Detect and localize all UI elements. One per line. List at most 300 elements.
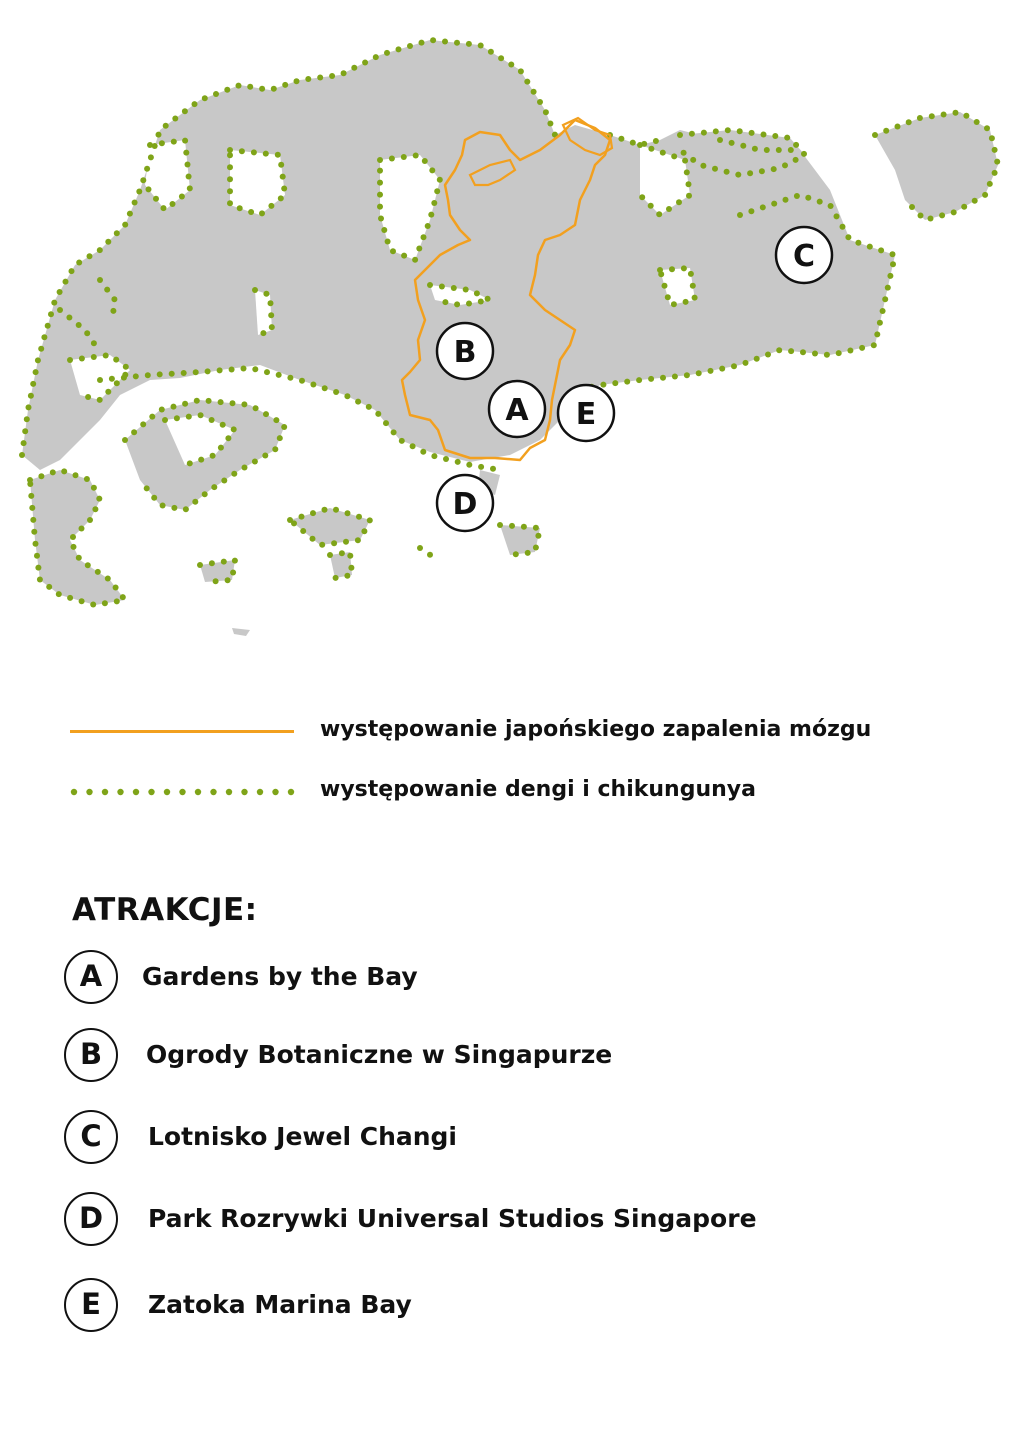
dengue-dot [319,542,325,548]
dengue-dot [729,140,735,146]
dengue-dot [253,405,259,411]
dengue-dot [880,308,886,314]
dengue-dot [375,411,381,417]
dengue-dot [639,194,645,200]
dengue-dot [906,119,912,125]
dengue-dot [859,345,865,351]
dengue-dot [343,539,349,545]
dengue-dot [231,471,237,477]
dengue-dot [282,82,288,88]
dengue-dot [247,84,253,90]
dengue-dot [179,194,185,200]
legend-dot [164,789,170,795]
dengue-dot [120,594,126,600]
dengue-dot [508,62,514,68]
attraction-name-d: Park Rozrywki Universal Studios Singapore [148,1204,757,1233]
dengue-dot [737,212,743,218]
dengue-dot [430,37,436,43]
dengue-dot [218,399,224,405]
dengue-dot [341,70,347,76]
dengue-dot [322,385,328,391]
dengue-dot [103,353,109,359]
dengue-dot [170,201,176,207]
dengue-dot [239,148,245,154]
dengue-dot [671,301,677,307]
dengue-dot [961,204,967,210]
dengue-dot [144,166,150,172]
dengue-dot [19,452,25,458]
dengue-dot [463,287,469,293]
dengue-dot [636,377,642,383]
dengue-dot [95,569,101,575]
dengue-dot [310,510,316,516]
dengue-dot [384,50,390,56]
dengue-dot [682,158,688,164]
dengue-dot [51,300,57,306]
dengue-dot [333,575,339,581]
dengue-dot [454,40,460,46]
dengue-dot [227,200,233,206]
dengue-dot [30,381,36,387]
dengue-dot [159,407,165,413]
dengue-dot [34,553,40,559]
dengue-dot [836,350,842,356]
dengue-dot [151,495,157,501]
map-marker-c-letter: C [792,239,816,274]
dengue-dot [455,459,461,465]
dengue-dot [187,460,193,466]
dengue-dot [268,203,274,209]
dengue-dot [263,411,269,417]
dengue-dot [331,540,337,546]
dengue-dot [454,301,460,307]
attraction-badge-e: E [64,1278,118,1332]
dengue-dot [437,177,443,183]
dengue-dot [407,43,413,49]
dengue-dot [291,520,297,526]
dengue-dot [771,201,777,207]
dengue-dot [474,290,480,296]
dengue-dot [90,602,96,608]
dengue-dot [612,380,618,386]
dengue-dot [305,76,311,82]
dengue-dot [373,54,379,60]
dengue-dot [648,146,654,152]
dengue-dot [547,121,553,127]
dengue-dot [877,320,883,326]
legend-dengue-dots-swatch [70,786,296,798]
dengue-dot [187,185,193,191]
dengue-dot [264,369,270,375]
dengue-dot [800,349,806,355]
dengue-dot [57,307,63,313]
legend-dot [86,789,92,795]
singapore-map [0,0,1024,660]
dengue-dot [183,150,189,156]
dengue-dot [696,370,702,376]
dengue-dot [202,491,208,497]
dengue-dot [251,149,257,155]
dengue-dot [171,404,177,410]
dengue-dot [76,555,82,561]
dengue-dot [299,378,305,384]
dengue-dot [248,209,254,215]
dengue-dot [783,197,789,203]
dengue-dot [275,152,281,158]
dengue-dot [987,181,993,187]
dengue-dot [928,216,934,222]
dengue-dot [280,174,286,180]
dengue-dot [163,123,169,129]
dengue-dot [434,188,440,194]
dengue-dot [600,382,606,388]
dengue-dot [209,417,215,423]
attraction-badge-b: B [64,1028,118,1082]
dengue-dot [427,282,433,288]
dengue-dot [329,73,335,79]
dengue-dot [713,128,719,134]
dengue-dot [700,163,706,169]
dengue-dot [237,205,243,211]
dengue-dot [834,213,840,219]
dengue-dot [963,113,969,119]
dengue-dot [183,506,189,512]
dengue-dot [122,222,128,228]
dengue-dot [355,399,361,405]
dengue-dot [45,323,51,329]
dengue-dot [466,41,472,47]
dengue-dot [26,404,32,410]
dengue-dot [221,478,227,484]
dengue-dot [162,417,168,423]
dengue-dot [390,248,396,254]
dengue-dot [953,110,959,116]
dengue-dot [221,559,227,565]
dengue-dot [182,138,188,144]
dengue-dot [97,397,103,403]
dengue-dot [412,257,418,263]
dengue-dot [48,311,54,317]
dengue-dot [672,374,678,380]
dengue-dot [885,285,891,291]
dengue-dot [252,459,258,465]
dengue-dot [637,142,643,148]
legend-je-label: występowanie japońskiego zapalenia mózgu [320,717,872,742]
dengue-dot [974,119,980,125]
dengue-dot [79,598,85,604]
dengue-dot [367,517,373,523]
dengue-dot [259,86,265,92]
dengue-dot [156,132,162,138]
dengue-dot [136,189,142,195]
dengue-dot [50,469,56,475]
dengue-dot [97,277,103,283]
dengue-dot [752,146,758,152]
dengue-dot [681,265,687,271]
dengue-dot [708,368,714,374]
dengue-dot [149,414,155,420]
dengue-dot [159,140,165,146]
dengue-dot [513,551,519,557]
attraction-name-e: Zatoka Marina Bay [148,1290,412,1319]
dengue-dot [56,591,62,597]
dengue-dot [197,562,203,568]
dengue-dot [110,308,116,314]
dengue-dot [97,377,103,383]
dengue-dot [294,78,300,84]
attraction-badge-a: A [64,950,118,1004]
dengue-dot [73,472,79,478]
dengue-dot [509,523,515,529]
dengue-dot [490,466,496,472]
dengue-dot [982,192,988,198]
dengue-dot [229,367,235,373]
dengue-dot [531,89,537,95]
dengue-dot [27,481,33,487]
dengue-dot [148,154,154,160]
dengue-dot [396,46,402,52]
dengue-dot [276,372,282,378]
dengue-dot [497,522,503,528]
attraction-badge-c: C [64,1110,118,1164]
dengue-dot [683,299,689,305]
dengue-dot [186,174,192,180]
dengue-dot [259,210,265,216]
dengue-dot [992,147,998,153]
dengue-dot [399,438,405,444]
dengue-dot [344,573,350,579]
attractions-title: ATRAKCJE: [72,892,258,928]
dengue-dot [21,440,27,446]
dengue-dot [104,287,110,293]
dengue-dot [46,584,52,590]
dengue-dot [385,239,391,245]
dengue-dot [533,525,539,531]
dengue-dot [669,266,675,272]
dengue-dot [824,352,830,358]
dengue-dot [362,60,368,66]
legend-dot [133,789,139,795]
dengue-dot [719,366,725,372]
dengue-dot [366,404,372,410]
dengue-dot [186,414,192,420]
dengue-dot [348,565,354,571]
dengue-dot [76,260,82,266]
dengue-dot [131,429,137,435]
dengue-dot [242,465,248,471]
dengue-dot [429,167,435,173]
dengue-dot [356,514,362,520]
dengue-dot [488,49,494,55]
dengue-dot [653,138,659,144]
dengue-dot [317,75,323,81]
dengue-dot [63,279,69,285]
dengue-dot [989,135,995,141]
dengue-dot [157,371,163,377]
legend-dot [195,789,201,795]
dengue-dot [262,453,268,459]
dengue-dot [61,468,67,474]
dengue-dot [378,216,384,222]
legend-dot [226,789,232,795]
dengue-dot [771,166,777,172]
dengue-dot [85,562,91,568]
dengue-dot [442,39,448,45]
legend-dot [179,789,185,795]
dengue-dot [485,296,491,302]
legend-dot [210,789,216,795]
dengue-dot [984,125,990,131]
dengue-dot [153,196,159,202]
dengue-dot [114,230,120,236]
dengue-dot [749,130,755,136]
dengue-dot [401,154,407,160]
dengue-dot [79,526,85,532]
attraction-name-b: Ogrody Botaniczne w Singapurze [146,1040,613,1069]
dengue-dot [109,376,115,382]
dengue-dot [224,87,230,93]
dengue-dot [160,503,166,509]
dengue-dot [225,577,231,583]
dengue-dot [230,570,236,576]
attraction-badge-d: D [64,1192,118,1246]
dengue-dot [105,239,111,245]
dengue-dot [747,170,753,176]
dengue-dot [537,99,543,105]
south-islet-6-land [232,628,250,636]
dengue-dot [890,251,896,257]
dengue-dot [132,200,138,206]
dengue-dot [684,372,690,378]
dengue-dot [30,517,36,523]
dengue-dot [113,585,119,591]
dengue-dot [878,247,884,253]
dengue-dot [271,86,277,92]
dengue-dot [281,424,287,430]
dengue-dot [442,299,448,305]
map-marker-e [558,385,614,441]
dengue-dot [630,140,636,146]
dengue-dot [87,253,93,259]
map-marker-c [776,227,832,283]
dengue-dot [114,598,120,604]
dengue-dot [281,186,287,192]
dengue-dot [443,456,449,462]
dengue-dot [425,223,431,229]
dengue-dot [377,157,383,163]
dengue-dot [817,199,823,205]
dengue-dot [917,115,923,121]
dengue-dot [268,312,274,318]
dengue-dot [689,131,695,137]
dengue-dot [113,357,119,363]
dengue-dot [929,113,935,119]
dengue-dot [690,157,696,163]
dengue-dot [793,142,799,148]
dengue-dot [413,153,419,159]
dengue-dot [391,429,397,435]
dengue-dot [416,246,422,252]
dengue-dot [172,116,178,122]
dengue-dot [951,209,957,215]
legend-je-line-swatch [70,730,294,733]
dengue-dot [840,224,846,230]
dengue-dot [38,346,44,352]
dengue-dot [754,356,760,362]
dengue-dot [895,124,901,130]
dengue-dot [220,422,226,428]
dengue-dot [84,330,90,336]
dengue-dot [147,142,153,148]
dengue-dot [91,485,97,491]
dengue-dot [171,505,177,511]
dengue-dot [123,364,129,370]
dengue-dot [333,507,339,513]
dengue-dot [383,420,389,426]
dengue-dot [776,147,782,153]
dengue-dot [660,375,666,381]
dengue-dot [677,132,683,138]
dengue-dot [994,159,1000,165]
dengue-dot [681,150,687,156]
tekong-island-land [875,112,998,220]
dengue-dot [231,426,237,432]
dengue-dot [377,192,383,198]
dengue-dot [144,485,150,491]
dengue-dot [76,322,82,328]
dengue-dot [351,65,357,71]
dengue-dot [676,199,682,205]
dengue-dot [740,143,746,149]
dengue-dot [801,151,807,157]
dengue-dot [344,393,350,399]
legend-dot [288,789,294,795]
dengue-dot [278,162,284,168]
dengue-dot [232,558,238,564]
dengue-dot [478,43,484,49]
legend-dot [148,789,154,795]
dengue-dot [202,95,208,101]
dengue-dot [389,156,395,162]
dengue-dot [692,295,698,301]
dengue-dot [211,484,217,490]
dengue-dot [105,389,111,395]
dengue-dot [300,528,306,534]
dengue-dot [784,135,790,141]
dengue-dot [431,200,437,206]
dengue-dot [206,398,212,404]
dengue-dot [909,204,915,210]
dengue-dot [252,287,258,293]
dengue-dot [845,234,851,240]
dengue-dot [225,435,231,441]
legend-dot [117,789,123,795]
dengue-dot [735,172,741,178]
dengue-dot [871,342,877,348]
map-marker-a-letter: A [505,393,529,428]
dengue-dot [671,153,677,159]
dengue-dot [169,371,175,377]
dengue-dot [29,505,35,511]
dengue-dot [71,544,77,550]
dengue-dot [102,600,108,606]
dengue-dot [127,211,133,217]
dengue-dot [194,398,200,404]
map-marker-e-letter: E [575,397,597,432]
dengue-dot [252,366,258,372]
dengue-dot [310,382,316,388]
dengue-dot [890,261,896,267]
